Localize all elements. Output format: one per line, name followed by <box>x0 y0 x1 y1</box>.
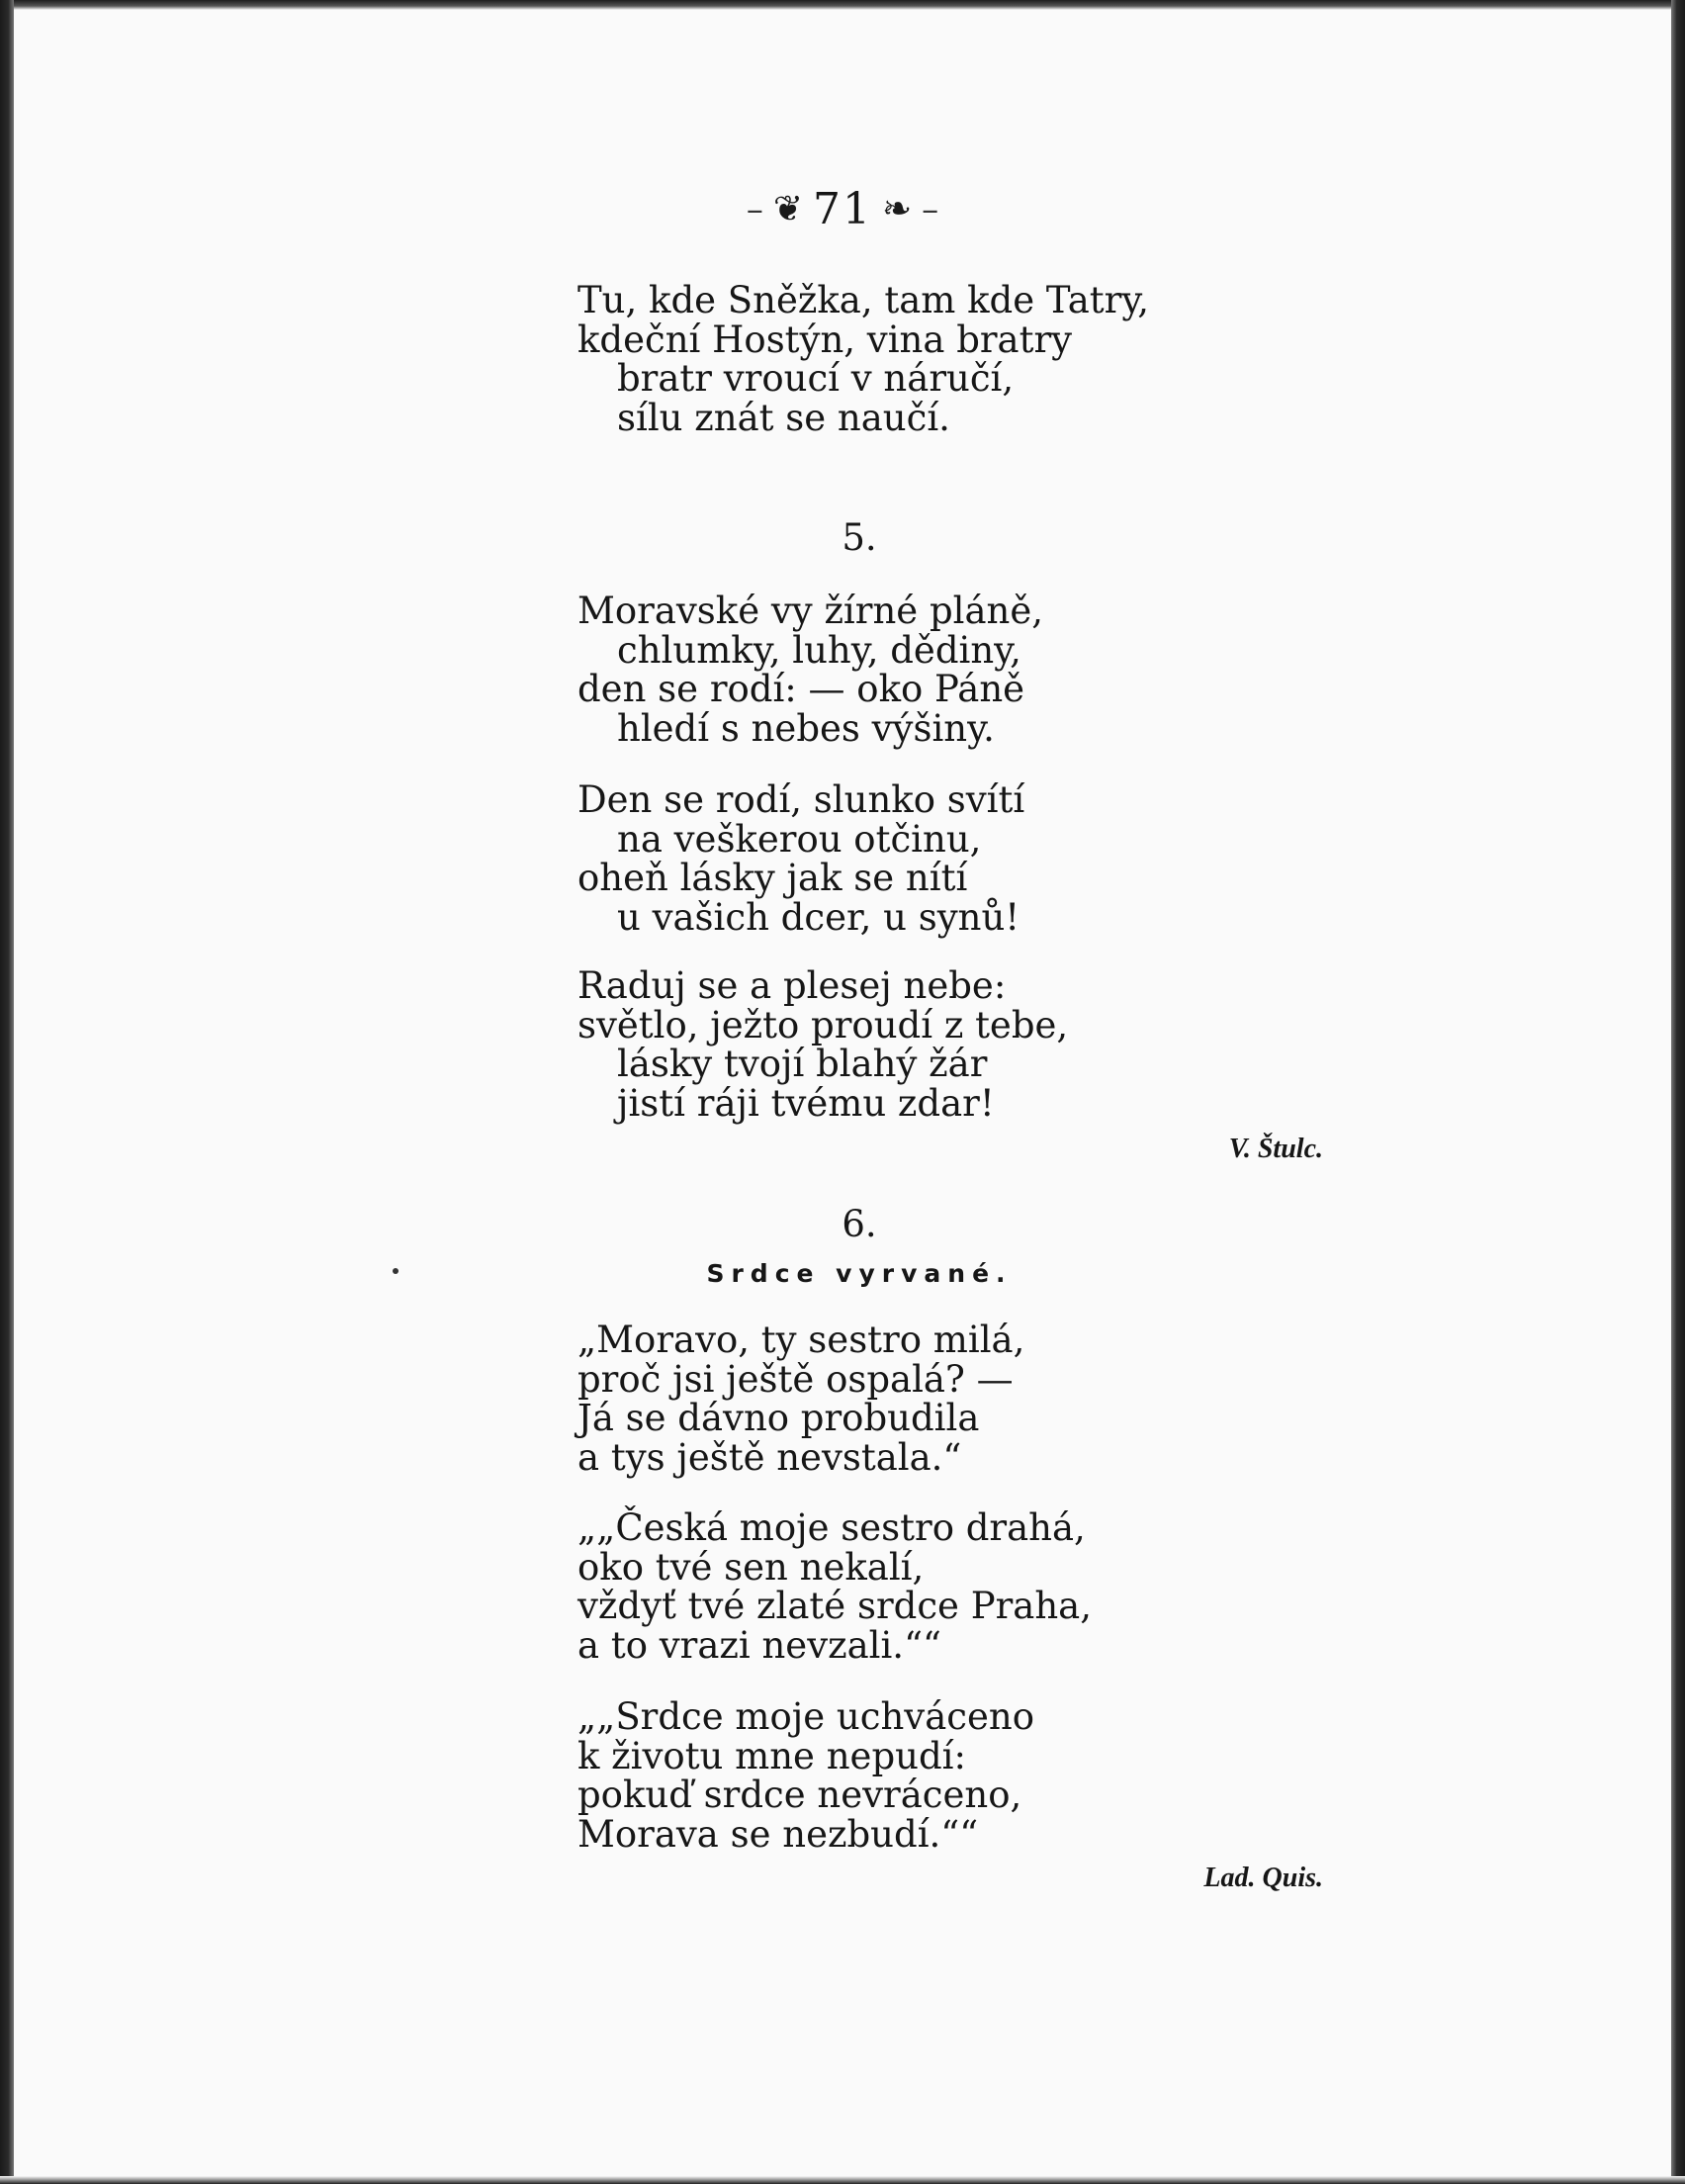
verse-line: proč jsi ještě ospalá? — <box>577 1357 1014 1401</box>
page-header <box>0 180 1685 239</box>
verse-line: „„Srdce moje uchváceno <box>577 1695 1034 1738</box>
verse-line: Raduj se a plesej nebe: <box>577 964 1007 1007</box>
section-6-title: Srdce vyrvané. <box>706 1259 1013 1288</box>
scan-edge-bottom <box>0 2176 1685 2184</box>
verse-line: Moravské vy žírné pláně, <box>577 590 1044 632</box>
page-number: 71 <box>813 184 872 234</box>
verse-line: bratr vroucí v náručí, <box>617 357 1015 400</box>
section-5-number: 5. <box>842 516 877 559</box>
section-6-author: Lad. Quis. <box>1203 1863 1323 1893</box>
scan-edge-top <box>0 0 1685 10</box>
section-6-stanza-3 <box>577 1697 1034 1854</box>
verse-line: Morava se nezbudí.““ <box>577 1812 979 1856</box>
verse-line: vždyť tvé zlaté srdce Praha, <box>577 1585 1092 1627</box>
ornament-right-icon: ❧ <box>882 189 913 229</box>
verse-line: a to vrazi nevzali.““ <box>577 1623 941 1667</box>
verse-line: Tu, kde Sněžka, tam kde Tatry, <box>577 279 1150 321</box>
verse-line: oheň lásky jak se nítí <box>577 857 968 899</box>
verse-line: hledí s nebes výšiny. <box>617 706 995 750</box>
stanza-intro <box>577 281 1149 437</box>
verse-line: oko tvé sen nekalí, <box>577 1545 925 1589</box>
verse-line: a tys ještě nevstala.“ <box>577 1435 962 1479</box>
scan-edge-right <box>1671 0 1685 2184</box>
section-5-stanza-2 <box>577 780 1024 937</box>
verse-line: pokuď srdce nevráceno, <box>577 1774 1022 1816</box>
ornament-left-icon: ❦ <box>772 189 803 229</box>
section-6-stanza-1 <box>577 1320 1024 1477</box>
verse-line: jistí ráji tvému zdar! <box>617 1081 995 1125</box>
verse-line: chlumky, luhy, dědiny, <box>617 628 1021 672</box>
section-6-stanza-2 <box>577 1508 1092 1665</box>
section-6-number: 6. <box>842 1203 877 1245</box>
verse-line: na veškerou otčinu, <box>617 817 982 861</box>
verse-line: kdeční Hostýn, vina bratry <box>577 318 1073 361</box>
verse-line: k životu mne nepudí: <box>577 1734 966 1777</box>
verse-line: lásky tvojí blahý žár <box>617 1043 988 1085</box>
verse-line: Já se dávno probudila <box>577 1397 980 1439</box>
verse-line: „„Česká moje sestro drahá, <box>577 1506 1086 1549</box>
verse-line: „Moravo, ty sestro milá, <box>577 1319 1025 1361</box>
section-5-stanza-3 <box>577 966 1068 1123</box>
scan-edge-left <box>0 0 14 2184</box>
header-rule-right: – <box>922 190 939 229</box>
section-5-stanza-1 <box>577 592 1043 748</box>
verse-line: světlo, ježto proudí z tebe, <box>577 1003 1069 1046</box>
verse-line: den se rodí: — oko Páně <box>577 668 1025 710</box>
verse-line: Den se rodí, slunko svítí <box>577 778 1025 821</box>
header-rule-left: – <box>746 190 763 229</box>
verse-line: sílu znát se naučí. <box>617 396 950 439</box>
verse-line: u vašich dcer, u synů! <box>617 895 1020 939</box>
section-5-author: V. Štulc. <box>1228 1134 1323 1164</box>
